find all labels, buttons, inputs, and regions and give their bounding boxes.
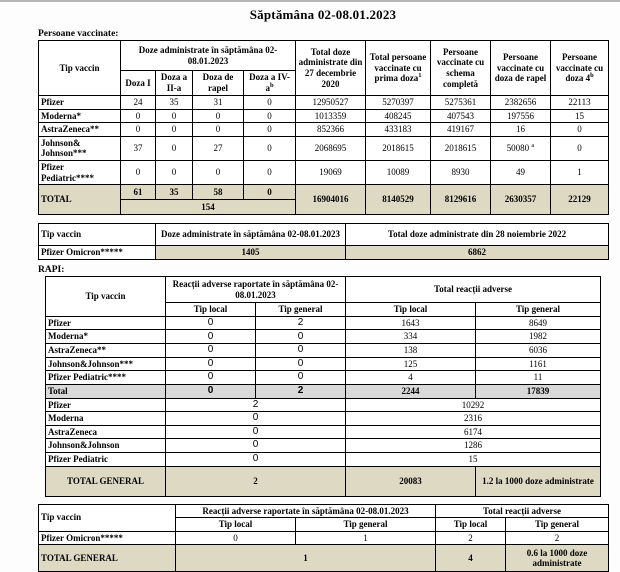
vaccine-label-cell: AstraZeneca** xyxy=(46,344,166,358)
value-cell: 1 xyxy=(551,161,609,185)
value-cell: 1643 xyxy=(346,316,476,330)
table-row xyxy=(39,123,609,137)
header-tip-vaccin: Tip vaccin xyxy=(46,277,166,317)
table-row xyxy=(46,452,601,466)
value-cell: 2 xyxy=(436,531,506,545)
total-value-cell: 8140529 xyxy=(366,185,431,215)
header-reactii-saptamana: Reacții adverse raportate în săptămâna 02-08.01.2023 xyxy=(166,277,346,303)
value-cell: 15 xyxy=(346,452,601,466)
value-cell: 334 xyxy=(346,330,476,344)
value-cell: 0 xyxy=(244,136,296,160)
value-cell: 6174 xyxy=(346,425,601,439)
subheader-tip-general: Tip general xyxy=(476,303,601,317)
value-cell: 2018615 xyxy=(431,136,491,160)
subheader-tip-general: Tip general xyxy=(296,518,436,532)
value-cell: 138 xyxy=(346,344,476,358)
value-cell: 4 xyxy=(346,371,476,385)
header-reactii-saptamana: Reacții adverse raportate în săptămâna 02-08.01.2023 xyxy=(176,504,436,518)
header-tip-vaccin: Tip vaccin xyxy=(39,224,156,246)
section-label-persoane-vaccinate: Persoane vaccinate: xyxy=(38,29,119,39)
header-total-reactii: Total reacții adverse xyxy=(346,277,601,303)
value-cell: 0 xyxy=(244,109,296,123)
value-cell: 0 xyxy=(156,136,193,160)
page-title: Săptămâna 02-08.01.2023 xyxy=(249,7,397,22)
subtotal-value-cell: 0 xyxy=(166,384,256,398)
vaccine-label-cell: Pfizer Pediatric xyxy=(46,452,166,466)
header-total-doze: Total doze administrate din 27 decembrie 2020 xyxy=(296,41,366,96)
value-cell: 1982 xyxy=(476,330,601,344)
value-cell: 0 xyxy=(193,109,244,123)
vaccine-label-cell: Pfizer Omicron***** xyxy=(39,531,176,545)
header-tip-vaccin: Tip vaccin xyxy=(39,504,176,531)
value-cell: 0 xyxy=(256,344,346,358)
value-cell: 37 xyxy=(121,136,156,160)
subtotal-row xyxy=(46,384,601,398)
value-cell: 35 xyxy=(156,96,193,110)
vaccine-label-cell: Pfizer xyxy=(46,316,166,330)
vaccine-label-cell: Pfizer Pediatric**** xyxy=(39,161,121,185)
total-value-cell: 22129 xyxy=(551,185,609,215)
table-row xyxy=(39,109,609,123)
subheader-doza-4: Doza a $IV-a^b$ xyxy=(244,71,296,96)
subheader-tip-general: Tip general xyxy=(256,303,346,317)
vaccine-label-cell: Pfizer Omicron***** xyxy=(39,246,156,260)
vaccine-label-cell: Pfizer xyxy=(39,96,121,110)
header-schema-completa: Persoane vaccinate cu schema completă xyxy=(431,41,491,96)
value-cell: 197556 xyxy=(491,109,551,123)
value-cell: 0 xyxy=(166,316,256,330)
footnote-sup: b xyxy=(590,72,594,80)
value-cell: 31 xyxy=(193,96,244,110)
subheader-doza-rapel: Doza de rapel xyxy=(193,71,244,96)
total-value-cell: 61 xyxy=(121,185,156,200)
value-cell: 22113 xyxy=(551,96,609,110)
header-doze-saptamana: Doze administrate în săptămâna 02-08.01.2023 xyxy=(121,41,296,71)
total-general-row xyxy=(39,545,609,572)
subtotal-value-cell: 17839 xyxy=(476,384,601,398)
header-doza-4: Persoane vaccinate cu doza 4$^b$ xyxy=(551,41,609,96)
subtotal-label-cell: Total xyxy=(46,384,166,398)
total-general-rate-cell: 0.6 la 1000 doze administrate xyxy=(506,545,609,572)
value-cell: 2 xyxy=(256,316,346,330)
table-row xyxy=(46,398,601,412)
report-page xyxy=(0,2,620,572)
total-value-cell: 0 xyxy=(244,185,296,200)
section-label-rapi: RAPI: xyxy=(38,265,65,276)
vaccine-label-cell: Johnson& Johnson*** xyxy=(39,136,121,160)
value-cell: 1286 xyxy=(346,439,601,453)
value-cell: 1161 xyxy=(476,357,601,371)
value-cell: 1 xyxy=(296,531,436,545)
total-value-cell: 16904016 xyxy=(296,185,366,215)
table-pfizer-omicron-doze xyxy=(38,223,609,260)
value-cell: 0 xyxy=(156,161,193,185)
value-cell: 0 xyxy=(551,123,609,137)
value-cell: 0 xyxy=(256,357,346,371)
value-cell: 0 xyxy=(121,123,156,137)
value-cell: 8649 xyxy=(476,316,601,330)
table-row xyxy=(46,316,601,330)
header-prima-doza: Total persoane vaccinate cu prima doza$^1$ xyxy=(366,41,431,96)
value-cell: 2018615 xyxy=(366,136,431,160)
subheader-tip-local: Tip local xyxy=(436,518,506,532)
vaccine-label-cell: AstraZeneca xyxy=(46,425,166,439)
value-cell: 15 xyxy=(551,109,609,123)
vaccine-label-cell: Johnson&Johnson xyxy=(46,439,166,453)
subheader-tip-local: Tip local xyxy=(176,518,296,532)
value-cell: 0 xyxy=(166,452,346,466)
subheader-tip-local: Tip local xyxy=(346,303,476,317)
value-cell: 0 xyxy=(176,531,296,545)
table-row xyxy=(39,96,609,110)
value-cell: 0 xyxy=(256,330,346,344)
value-cell: 0 xyxy=(156,109,193,123)
value-cell: 6036 xyxy=(476,344,601,358)
value-cell: 24 xyxy=(121,96,156,110)
value-cell: 2316 xyxy=(346,412,601,426)
table-rapi-pfizer-omicron xyxy=(38,504,609,572)
vaccine-label-cell: Moderna xyxy=(46,412,166,426)
total-general-value-cell: 1 xyxy=(176,545,436,572)
vaccine-label-cell: Moderna* xyxy=(46,330,166,344)
footnote-sup: 1 xyxy=(418,72,422,80)
table-row xyxy=(39,161,609,185)
table-row xyxy=(46,425,601,439)
total-value-cell: 35 xyxy=(156,185,193,200)
total-general-value-cell: 20083 xyxy=(346,466,476,496)
table-row xyxy=(46,277,601,303)
vaccine-label-cell: Pfizer xyxy=(46,398,166,412)
total-label-cell: TOTAL xyxy=(39,185,121,215)
vaccine-label-cell: Moderna* xyxy=(39,109,121,123)
total-general-row xyxy=(46,466,601,496)
value-cell: 0 xyxy=(166,412,346,426)
value-cell: 0 xyxy=(551,136,609,160)
value-cell: 6862 xyxy=(346,246,609,260)
table-row xyxy=(39,246,609,260)
value-cell: 19069 xyxy=(296,161,366,185)
table-row xyxy=(46,439,601,453)
value-cell: 0 xyxy=(121,161,156,185)
header-total-doze: Total doze administrate din 28 noiembrie 2022 xyxy=(346,224,609,246)
header-doza-rapel: Persoane vaccinate cu doza de rapel xyxy=(491,41,551,96)
vaccine-label-cell: Pfizer Pediatric**** xyxy=(46,371,166,385)
value-cell: 49 xyxy=(491,161,551,185)
value-cell: 16 xyxy=(491,123,551,137)
table-persoane-vaccinate xyxy=(38,40,609,215)
footnote-sup: b xyxy=(269,82,274,89)
value-cell: 2068695 xyxy=(296,136,366,160)
value-cell: 1405 xyxy=(156,246,346,260)
value-cell: 5270397 xyxy=(366,96,431,110)
value-cell: 0 xyxy=(244,96,296,110)
subheader-tip-local: Tip local xyxy=(166,303,256,317)
subheader-doza-2: Doza a II-a xyxy=(156,71,193,96)
value-cell: 0 xyxy=(166,330,256,344)
table-row xyxy=(46,371,601,385)
table-row xyxy=(39,136,609,160)
value-cell: 2 xyxy=(506,531,609,545)
value-cell: 5275361 xyxy=(431,96,491,110)
value-cell: 1013359 xyxy=(296,109,366,123)
value-cell: 408245 xyxy=(366,109,431,123)
value-cell: 125 xyxy=(346,357,476,371)
value-cell: 0 xyxy=(166,425,346,439)
subtotal-value-cell: 2244 xyxy=(346,384,476,398)
table-row xyxy=(46,412,601,426)
header-tip-vaccin: Tip vaccin xyxy=(39,41,121,96)
value-cell: 0 xyxy=(256,371,346,385)
value-cell: 10292 xyxy=(346,398,601,412)
value-cell: 0 xyxy=(121,109,156,123)
table-row xyxy=(39,504,609,518)
total-value-cell: 8129616 xyxy=(431,185,491,215)
value-cell: 2 xyxy=(166,398,346,412)
value-cell: 0 xyxy=(166,371,256,385)
value-cell: 0 xyxy=(193,161,244,185)
vaccine-label-cell: Johnson&Johnson*** xyxy=(46,357,166,371)
total-general-value-cell: 2 xyxy=(166,466,346,496)
total-general-rate-cell: 1.2 la 1000 doze administrate xyxy=(476,466,601,496)
value-cell: 0 xyxy=(166,344,256,358)
subtotal-value-cell: 2 xyxy=(256,384,346,398)
total-general-value-cell: 4 xyxy=(436,545,506,572)
table-row xyxy=(46,344,601,358)
value-cell: 0 xyxy=(244,123,296,137)
value-cell: 0 xyxy=(166,439,346,453)
total-general-label-cell: TOTAL GENERAL xyxy=(46,466,166,496)
subheader-doza-1: Doza I xyxy=(121,71,156,96)
table-row xyxy=(46,357,601,371)
footnote-sup: a xyxy=(531,142,535,150)
header-total-reactii: Total reacții adverse xyxy=(436,504,609,518)
table-row xyxy=(39,224,609,246)
subheader-tip-general: Tip general xyxy=(506,518,609,532)
value-cell: 12950527 xyxy=(296,96,366,110)
value-cell: 852366 xyxy=(296,123,366,137)
value-cell: 0 xyxy=(166,357,256,371)
value-cell: 419167 xyxy=(431,123,491,137)
value-cell: 2382656 xyxy=(491,96,551,110)
value-cell: 8930 xyxy=(431,161,491,185)
vaccine-label-cell: AstraZeneca** xyxy=(39,123,121,137)
value-cell: 0 xyxy=(244,161,296,185)
total-value-cell: 2630357 xyxy=(491,185,551,215)
value-cell: 10089 xyxy=(366,161,431,185)
value-cell: 0 xyxy=(193,123,244,137)
table-row xyxy=(39,531,609,545)
table-rapi xyxy=(45,276,601,496)
value-cell: 407543 xyxy=(431,109,491,123)
table-row xyxy=(39,41,609,71)
table-row xyxy=(46,330,601,344)
value-cell: 27 xyxy=(193,136,244,160)
value-cell: 50080 $^a$ xyxy=(491,136,551,160)
total-general-label-cell: TOTAL GENERAL xyxy=(39,545,176,572)
total-value-cell: 58 xyxy=(193,185,244,200)
total-row xyxy=(39,185,609,200)
header-doze-saptamana: Doze administrate în săptămâna 02-08.01.2023 xyxy=(156,224,346,246)
value-cell: 11 xyxy=(476,371,601,385)
value-cell: 433183 xyxy=(366,123,431,137)
value-cell: 0 xyxy=(156,123,193,137)
total-sum-cell: 154 xyxy=(121,200,296,215)
